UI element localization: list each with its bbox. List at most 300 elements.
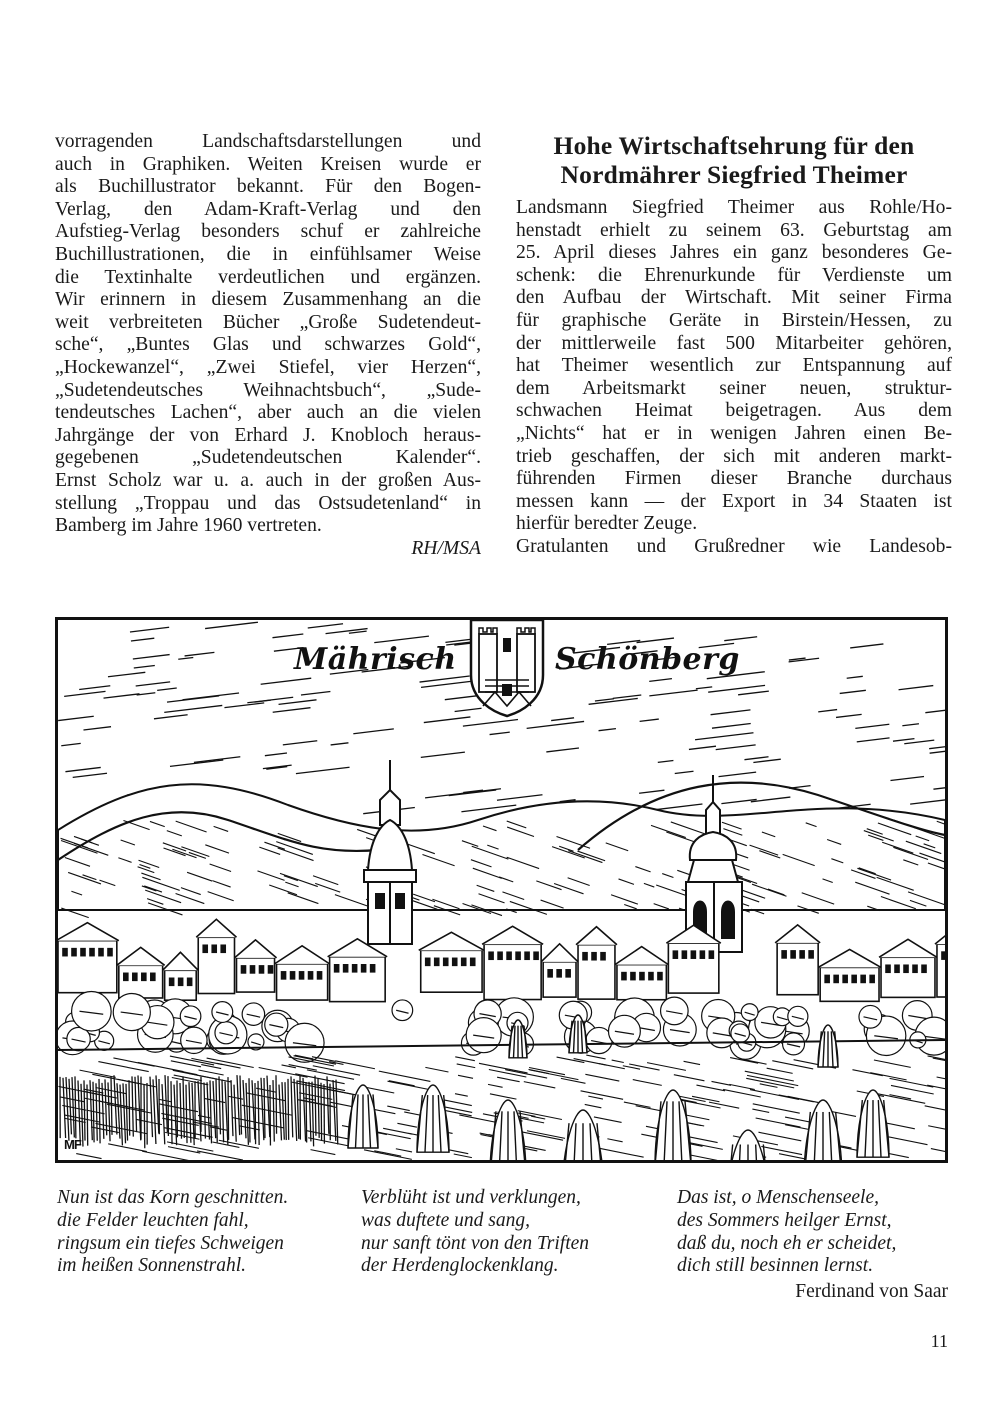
sky-stroke: [744, 757, 768, 760]
sky-stroke: [421, 681, 473, 687]
building-window: [108, 949, 112, 956]
building-window: [566, 970, 570, 977]
tree: [859, 1005, 882, 1028]
field-stroke: [454, 1154, 472, 1158]
field-stroke: [364, 1150, 412, 1160]
sky-stroke: [551, 718, 574, 721]
grain-stalk: [267, 1076, 270, 1137]
building-window: [825, 975, 829, 982]
body-line: gegebenen „Sudetendeutschen Kalender“.: [55, 447, 481, 469]
sky-stroke: [133, 655, 170, 659]
building-window: [462, 958, 466, 965]
tree: [242, 1003, 264, 1025]
poem-line: ringsum ein tiefes Schweigen: [57, 1232, 284, 1254]
sky-stroke: [910, 798, 945, 804]
sky-stroke: [421, 752, 465, 757]
field-stroke: [712, 1081, 731, 1085]
building-window: [344, 965, 348, 972]
building-roof: [117, 947, 165, 965]
woodcut-landscape: [58, 620, 945, 1160]
grain-stalk: [264, 1078, 265, 1138]
sky-stroke: [695, 733, 753, 740]
grain-stalk: [222, 1079, 224, 1142]
building-window: [471, 958, 475, 965]
field-stroke: [379, 1071, 431, 1081]
sky-stroke: [194, 757, 240, 763]
grain-stalk: [90, 1080, 92, 1140]
grain-stalk: [321, 1083, 322, 1141]
grain-stalk: [123, 1083, 126, 1143]
body-line: henstadt erhielt zu seinem 63. Geburtstag am: [516, 219, 952, 241]
body-line: Verlag, den Adam-Kraft-Verlag und den: [55, 198, 481, 220]
field-stroke: [612, 1060, 624, 1062]
poem-line: was duftete und sang,: [361, 1209, 530, 1231]
tree: [113, 993, 150, 1030]
building-window: [791, 951, 795, 958]
building-window: [335, 965, 339, 972]
gothic-church-tower: [364, 760, 416, 944]
poem-line: Verblüht ist und verklungen,: [361, 1187, 581, 1208]
sky-stroke: [724, 637, 757, 641]
sky-stroke: [455, 708, 482, 711]
sky-stroke: [716, 745, 756, 750]
grain-stalk: [126, 1084, 128, 1141]
field-stroke: [928, 1126, 945, 1134]
grain-stalk: [171, 1081, 172, 1144]
grain-stalk: [189, 1082, 191, 1143]
body-line: Bamberg im Jahre 1960 vertreten.: [55, 515, 322, 537]
field-stroke: [884, 1136, 927, 1145]
sky-stroke: [224, 703, 264, 708]
field-stroke: [684, 1061, 700, 1064]
building-window: [592, 953, 596, 960]
body-line: Jahrgänge der von Erhard J. Knobloch heraus-: [55, 424, 481, 446]
building-window: [507, 952, 511, 959]
grain-stalk: [81, 1084, 83, 1147]
grain-stalk: [66, 1077, 69, 1141]
sky-stroke: [178, 657, 193, 659]
building-roof: [615, 947, 668, 965]
body-line: Wir erinnern in diesem Zusammenhang an die: [55, 289, 481, 311]
headline-line: Hohe Wirtschaftsehrung für den: [553, 131, 915, 160]
sky-stroke: [649, 679, 672, 682]
field-stroke: [767, 1068, 793, 1073]
field-stroke: [937, 1077, 945, 1083]
body-line: Gratulanten und Grußredner wie Landesob-: [516, 535, 952, 557]
field-stroke: [457, 1064, 476, 1068]
poem-stanza: [677, 1187, 896, 1278]
building-roof: [879, 939, 937, 957]
tree: [285, 1023, 324, 1062]
grain-stalk: [273, 1080, 274, 1141]
sky-stroke: [61, 743, 80, 745]
field-stroke: [455, 1094, 468, 1097]
field-stroke: [479, 1063, 527, 1073]
sky-stroke: [157, 688, 177, 690]
building-window: [640, 973, 644, 980]
body-line: „Hockewanzel“, „Zwei Stiefel, vier Herzen“,: [55, 356, 481, 378]
tree: [466, 1018, 501, 1053]
body-line: schwachen Heimat beigetragen. Aus dem: [516, 400, 952, 422]
sky-stroke: [639, 790, 664, 793]
grain-stalk: [282, 1082, 284, 1140]
grain-stalk: [228, 1077, 229, 1140]
building: [543, 962, 576, 997]
building: [119, 965, 163, 998]
building-window: [870, 975, 874, 982]
building-window: [709, 951, 713, 958]
grain-stalk: [204, 1082, 205, 1138]
building-window: [282, 972, 286, 979]
building-window: [371, 965, 375, 972]
tree: [731, 1024, 750, 1043]
sky-stroke: [170, 760, 223, 766]
building-window: [188, 978, 192, 985]
building-window: [809, 951, 813, 958]
grain-stalk: [219, 1076, 220, 1134]
field-stroke: [522, 1132, 563, 1140]
field-stroke: [927, 1085, 945, 1092]
sky-stroke: [893, 739, 914, 742]
field-stroke: [709, 1102, 739, 1108]
building-window: [631, 973, 635, 980]
building-window: [353, 965, 357, 972]
sky-stroke: [930, 751, 945, 754]
building-window: [426, 958, 430, 965]
body-line: stellung „Troppau und das Ostsudetenland“ in: [55, 492, 481, 514]
tree: [265, 1013, 288, 1036]
grain-stalk: [306, 1082, 307, 1143]
sky-stroke: [649, 690, 697, 696]
sky-stroke: [331, 743, 349, 745]
field-stroke: [310, 1150, 335, 1155]
field-stroke: [198, 1070, 223, 1075]
field-stroke: [80, 1070, 116, 1077]
sky-stroke: [104, 694, 140, 698]
building-window: [516, 952, 520, 959]
sky-stroke: [836, 714, 862, 717]
sky-stroke: [108, 672, 145, 676]
grain-stalk: [225, 1082, 228, 1145]
grain-stalk: [258, 1081, 259, 1145]
field-stroke: [585, 1074, 619, 1081]
building-window: [300, 972, 304, 979]
town-buildings: [58, 919, 945, 1001]
sky-stroke: [902, 724, 919, 726]
sky-stroke: [164, 705, 222, 712]
grain-stalk: [297, 1081, 299, 1139]
body-line: auch in Graphiken. Weiten Kreisen wurde er: [55, 153, 481, 175]
poem-line: dich still besinnen lernst.: [677, 1255, 874, 1277]
field-stroke: [444, 1100, 472, 1106]
illustration-title-right: Schönberg: [555, 642, 740, 677]
building-window: [453, 958, 457, 965]
field-stroke: [870, 1073, 906, 1080]
building-window: [649, 973, 653, 980]
building-window: [525, 952, 529, 959]
field-stroke: [931, 1149, 945, 1155]
body-line: die Textinhalte verdeutlichen und ergänzen.: [55, 266, 481, 288]
sky-stroke: [696, 687, 712, 689]
building-window: [170, 978, 174, 985]
sky-stroke: [65, 767, 100, 771]
building: [330, 957, 386, 1002]
body-line: den Aufbau der Wirtschaft. Mit seiner Firma: [516, 287, 952, 309]
building-window: [212, 945, 216, 952]
field-stroke: [761, 1146, 802, 1154]
building-window: [782, 951, 786, 958]
field-stroke: [330, 1102, 351, 1106]
poem-stanza: [57, 1187, 288, 1278]
grain-stalk: [105, 1079, 107, 1135]
building-window: [658, 973, 662, 980]
building-window: [886, 965, 890, 972]
field-stroke: [629, 1064, 659, 1070]
poem-line: im heißen Sonnenstrahl.: [57, 1255, 247, 1277]
building-window: [895, 965, 899, 972]
body-line: Landsmann Siegfried Theimer aus Rohle/Ho-: [516, 197, 952, 218]
grain-stalk: [231, 1080, 233, 1136]
grain-stalk: [117, 1083, 120, 1138]
sky-stroke: [640, 719, 659, 721]
poem-line: nur sanft tönt von den Triften: [361, 1232, 590, 1254]
field-stroke: [688, 1142, 723, 1149]
grain-stalk: [108, 1082, 110, 1141]
sky-stroke: [326, 629, 368, 634]
sky-stroke: [599, 729, 616, 731]
sky-stroke: [185, 652, 215, 656]
poem-line: die Felder leuchten fahl,: [57, 1209, 249, 1231]
sky-stroke: [349, 631, 367, 633]
field-stroke: [167, 1142, 213, 1151]
grain-stalk: [213, 1081, 216, 1138]
body-line: Aufstieg-Verlag besonders schuf er zahlreiche: [55, 221, 481, 243]
sky-stroke: [738, 691, 769, 695]
tree: [212, 1002, 233, 1023]
building-roof: [818, 949, 881, 967]
field-stroke: [530, 1070, 579, 1080]
grain-stalk: [132, 1076, 133, 1136]
grain-stalk: [216, 1078, 217, 1142]
field-stroke: [91, 1127, 119, 1133]
grain-stalk: [249, 1078, 250, 1142]
building-window: [834, 975, 838, 982]
grain-stalk: [129, 1080, 130, 1135]
sky-stroke: [283, 741, 317, 745]
grain-stalk: [309, 1082, 311, 1142]
headline-line: Nordmährer Siegfried Theimer: [560, 160, 908, 189]
page-number: 11: [930, 1331, 948, 1351]
field-stroke: [497, 1077, 520, 1082]
tree: [392, 1000, 413, 1021]
field-stroke: [212, 1142, 239, 1147]
building-window: [622, 973, 626, 980]
sky-stroke: [83, 727, 111, 730]
grain-stalk: [237, 1075, 240, 1135]
sky-stroke: [933, 783, 945, 789]
grain-stalk: [87, 1084, 88, 1145]
body-line: für graphische Geräte in Birstein/Hessen, zu: [516, 309, 952, 331]
building-window: [534, 952, 538, 959]
body-line: 25. April dieses Jahres ein ganz besonderes Ge-: [516, 242, 952, 264]
building-window: [843, 975, 847, 982]
building-window: [942, 952, 945, 959]
body-line: vorragenden Landschaftsdarstellungen und: [55, 131, 481, 152]
sky-stroke: [925, 710, 945, 713]
building-window: [557, 970, 561, 977]
field-stroke: [389, 1081, 415, 1086]
building: [820, 967, 879, 1001]
building-window: [63, 949, 67, 956]
sky-stroke: [712, 724, 751, 729]
field-stroke: [159, 1099, 172, 1102]
body-line: schenk: die Ehrenurkunde für Verdienste um: [516, 264, 952, 286]
field-stroke: [170, 1056, 214, 1065]
sky-stroke: [79, 686, 110, 690]
sky-stroke: [261, 678, 312, 684]
sky-stroke: [850, 644, 883, 648]
artist-monogram: MF: [64, 1137, 81, 1152]
grain-stalk: [303, 1078, 306, 1141]
body-line: hat Theimer wesentlich zur Entspannung auf: [516, 355, 952, 377]
body-line: der mittlerweile fast 500 Mitarbeiter gehören,: [516, 332, 952, 354]
field-stroke: [756, 1118, 801, 1127]
building-window: [269, 966, 273, 973]
body-line: führenden Firmen dieser Branche durchaus: [516, 468, 952, 490]
grain-stalk: [156, 1075, 159, 1133]
building-window: [700, 951, 704, 958]
sky-stroke: [353, 729, 394, 734]
field-stroke: [852, 1070, 882, 1076]
building-window: [81, 949, 85, 956]
sky-stroke: [497, 795, 543, 800]
field-stroke: [874, 1060, 911, 1067]
field-stroke: [76, 1154, 101, 1159]
body-line: dem Arbeitsmarkt seiner neuen, struktur-: [516, 377, 952, 399]
field-stroke: [425, 1067, 448, 1072]
building: [421, 950, 482, 992]
sky-stroke: [424, 717, 471, 723]
field-stroke: [779, 1095, 814, 1102]
building-window: [800, 951, 804, 958]
building-window: [221, 945, 225, 952]
sky-stroke: [857, 738, 890, 742]
grain-stalk: [153, 1079, 156, 1144]
building: [277, 964, 328, 1000]
body-line: Buchillustrationen, die in einfühlsamer Weise: [55, 243, 481, 265]
grain-stalk: [210, 1080, 212, 1143]
field-stroke: [138, 1062, 184, 1071]
sky-stroke: [490, 732, 510, 734]
sky-stroke: [708, 685, 765, 692]
illustration-title-left: Mährisch: [294, 642, 457, 677]
sky-stroke: [904, 740, 934, 744]
grain-stalk: [276, 1075, 277, 1134]
tree: [788, 1006, 808, 1026]
body-line: „Sudetendeutsches Weihnachtsbuch“, „Sude-: [55, 379, 481, 401]
sky-stroke: [265, 753, 287, 756]
grain-stalk: [102, 1083, 104, 1139]
town-illustration: [55, 617, 948, 1163]
field-stroke: [586, 1055, 605, 1059]
field-stroke: [594, 1117, 622, 1123]
field-stroke: [531, 1116, 545, 1119]
sky-stroke: [689, 746, 716, 749]
field-stroke: [201, 1065, 221, 1069]
sky-stroke: [840, 690, 866, 693]
building-window: [124, 973, 128, 980]
building-window: [548, 970, 552, 977]
sky-stroke: [425, 793, 466, 798]
body-line: „Nichts“ hat er in wenigen Jahren einen Be-: [516, 422, 952, 444]
field-stroke: [197, 1151, 243, 1160]
field-stroke: [890, 1078, 934, 1087]
sky-stroke: [136, 682, 170, 686]
grain-stalk: [75, 1076, 76, 1138]
poem-line: Das ist, o Menschenseele,: [677, 1187, 879, 1208]
building-window: [435, 958, 439, 965]
building-window: [852, 975, 856, 982]
sky-stroke: [296, 767, 350, 773]
grain-stalk: [255, 1083, 256, 1144]
sky-stroke: [183, 693, 240, 700]
field-stroke: [142, 1151, 189, 1160]
grain-stalk: [288, 1079, 289, 1140]
body-line: weit verbreiteten Bücher „Große Sudetendeut-: [55, 311, 481, 333]
building-window: [904, 965, 908, 972]
building-window: [242, 966, 246, 973]
building-roof: [935, 926, 945, 944]
grain-stalk: [243, 1080, 246, 1138]
grain-stalk: [192, 1083, 194, 1145]
poem-line: des Sommers heilger Ernst,: [677, 1209, 892, 1231]
poem-author: Ferdinand von Saar: [795, 1281, 948, 1302]
field-stroke: [674, 1075, 705, 1081]
grain-stalk: [183, 1076, 184, 1137]
field-stroke: [387, 1106, 409, 1110]
building-roof: [163, 952, 199, 970]
building-window: [260, 966, 264, 973]
grain-stalk: [186, 1085, 187, 1143]
sky-stroke: [818, 710, 837, 712]
field-stroke: [729, 1084, 754, 1089]
body-line: trieb geschaffen, der sich mit anderen markt-: [516, 445, 952, 467]
sky-stroke: [546, 748, 579, 752]
tree: [215, 1022, 237, 1044]
grain-stalk: [207, 1082, 210, 1139]
sky-stroke: [753, 759, 780, 762]
field-stroke: [891, 1085, 934, 1094]
poem-stanza: [361, 1187, 589, 1278]
building-window: [309, 972, 313, 979]
field-stroke: [458, 1075, 473, 1078]
building-roof: [482, 926, 543, 944]
building-roof: [196, 919, 236, 937]
building-window: [861, 975, 865, 982]
author-signature: RH/MSA: [411, 537, 481, 559]
grain-stalk: [135, 1077, 137, 1132]
body-line: messen kann — der Export in 34 Staaten ist: [516, 490, 952, 512]
sky-stroke: [751, 797, 791, 802]
building-roof: [275, 946, 330, 964]
sky-stroke: [595, 699, 614, 701]
field-stroke: [692, 1096, 719, 1101]
sky-stroke: [205, 622, 258, 628]
body-line: tendeutsches Lachen“, aber auch an die vielen: [55, 402, 481, 424]
grain-stalk: [312, 1082, 314, 1147]
sky-stroke: [855, 724, 889, 728]
building-window: [489, 952, 493, 959]
